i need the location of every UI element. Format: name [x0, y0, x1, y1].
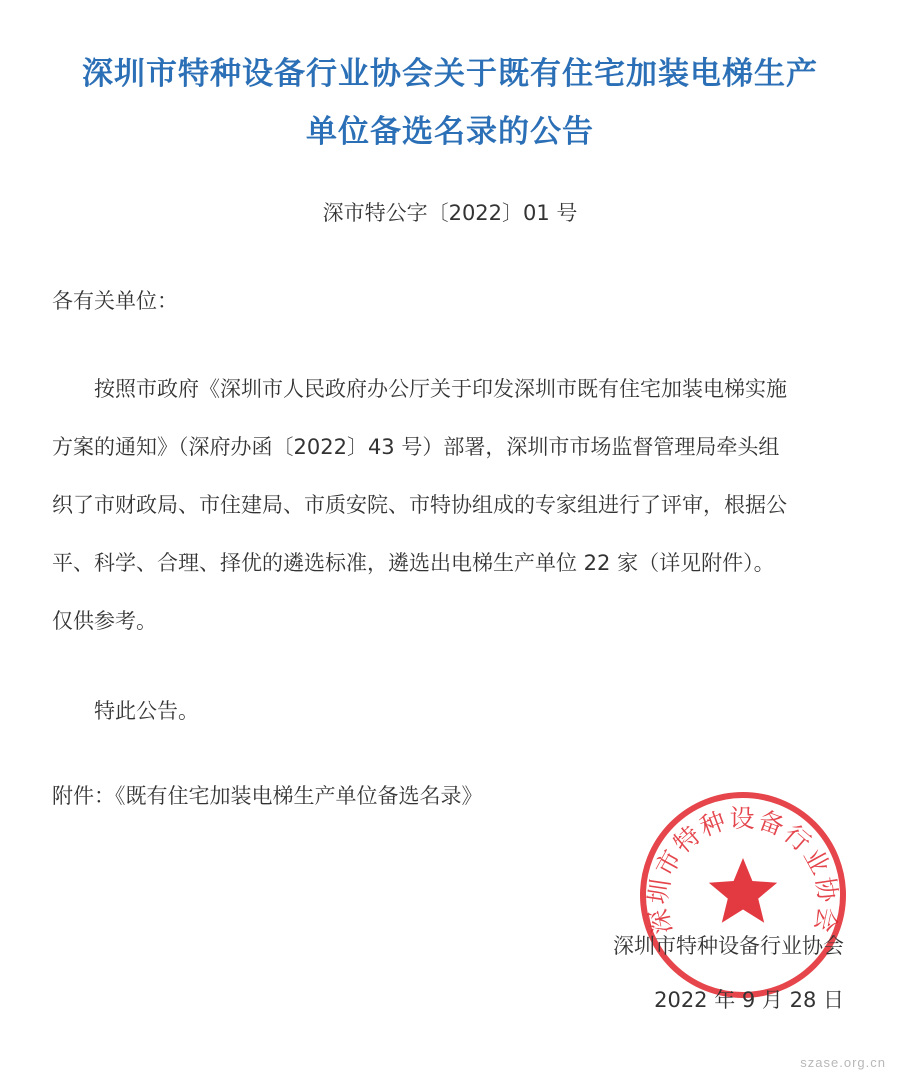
- body-line: 仅供参考。: [52, 609, 157, 633]
- seal-text: 深圳市特种设备行业协会: [643, 803, 843, 937]
- body-paragraph: [52, 360, 852, 650]
- site-watermark: szase.org.cn: [800, 1055, 886, 1070]
- document-number: 深市特公字〔2022〕01 号: [322, 201, 578, 225]
- salutation: 各有关单位：: [52, 289, 178, 313]
- body-line: 平、科学、合理、择优的遴选标准，遴选出电梯生产单位 22 家（详见附件）。: [52, 551, 775, 575]
- document-title-line-1: 深圳市特种设备行业协会关于既有住宅加装电梯生产: [82, 56, 818, 92]
- body-line: 按照市政府《深圳市人民政府办公厅关于印发深圳市既有住宅加装电梯实施: [94, 377, 787, 401]
- signature-organization: 深圳市特种设备行业协会: [613, 934, 844, 958]
- body-line: 织了市财政局、市住建局、市质安院、市特协组成的专家组进行了评审，根据公: [52, 493, 787, 517]
- body-line: 方案的通知》（深府办函〔2022〕43 号）部署，深圳市市场监督管理局牵头组: [52, 435, 780, 459]
- signature-date: 2022 年 9 月 28 日: [654, 988, 844, 1012]
- seal-star-icon: [709, 858, 777, 923]
- attachment-note: 附件：《既有住宅加装电梯生产单位备选名录》: [52, 784, 483, 808]
- closing-text: 特此公告。: [94, 699, 199, 723]
- document-title-line-2: 单位备选名录的公告: [306, 114, 594, 150]
- official-seal-stamp: [638, 790, 848, 1000]
